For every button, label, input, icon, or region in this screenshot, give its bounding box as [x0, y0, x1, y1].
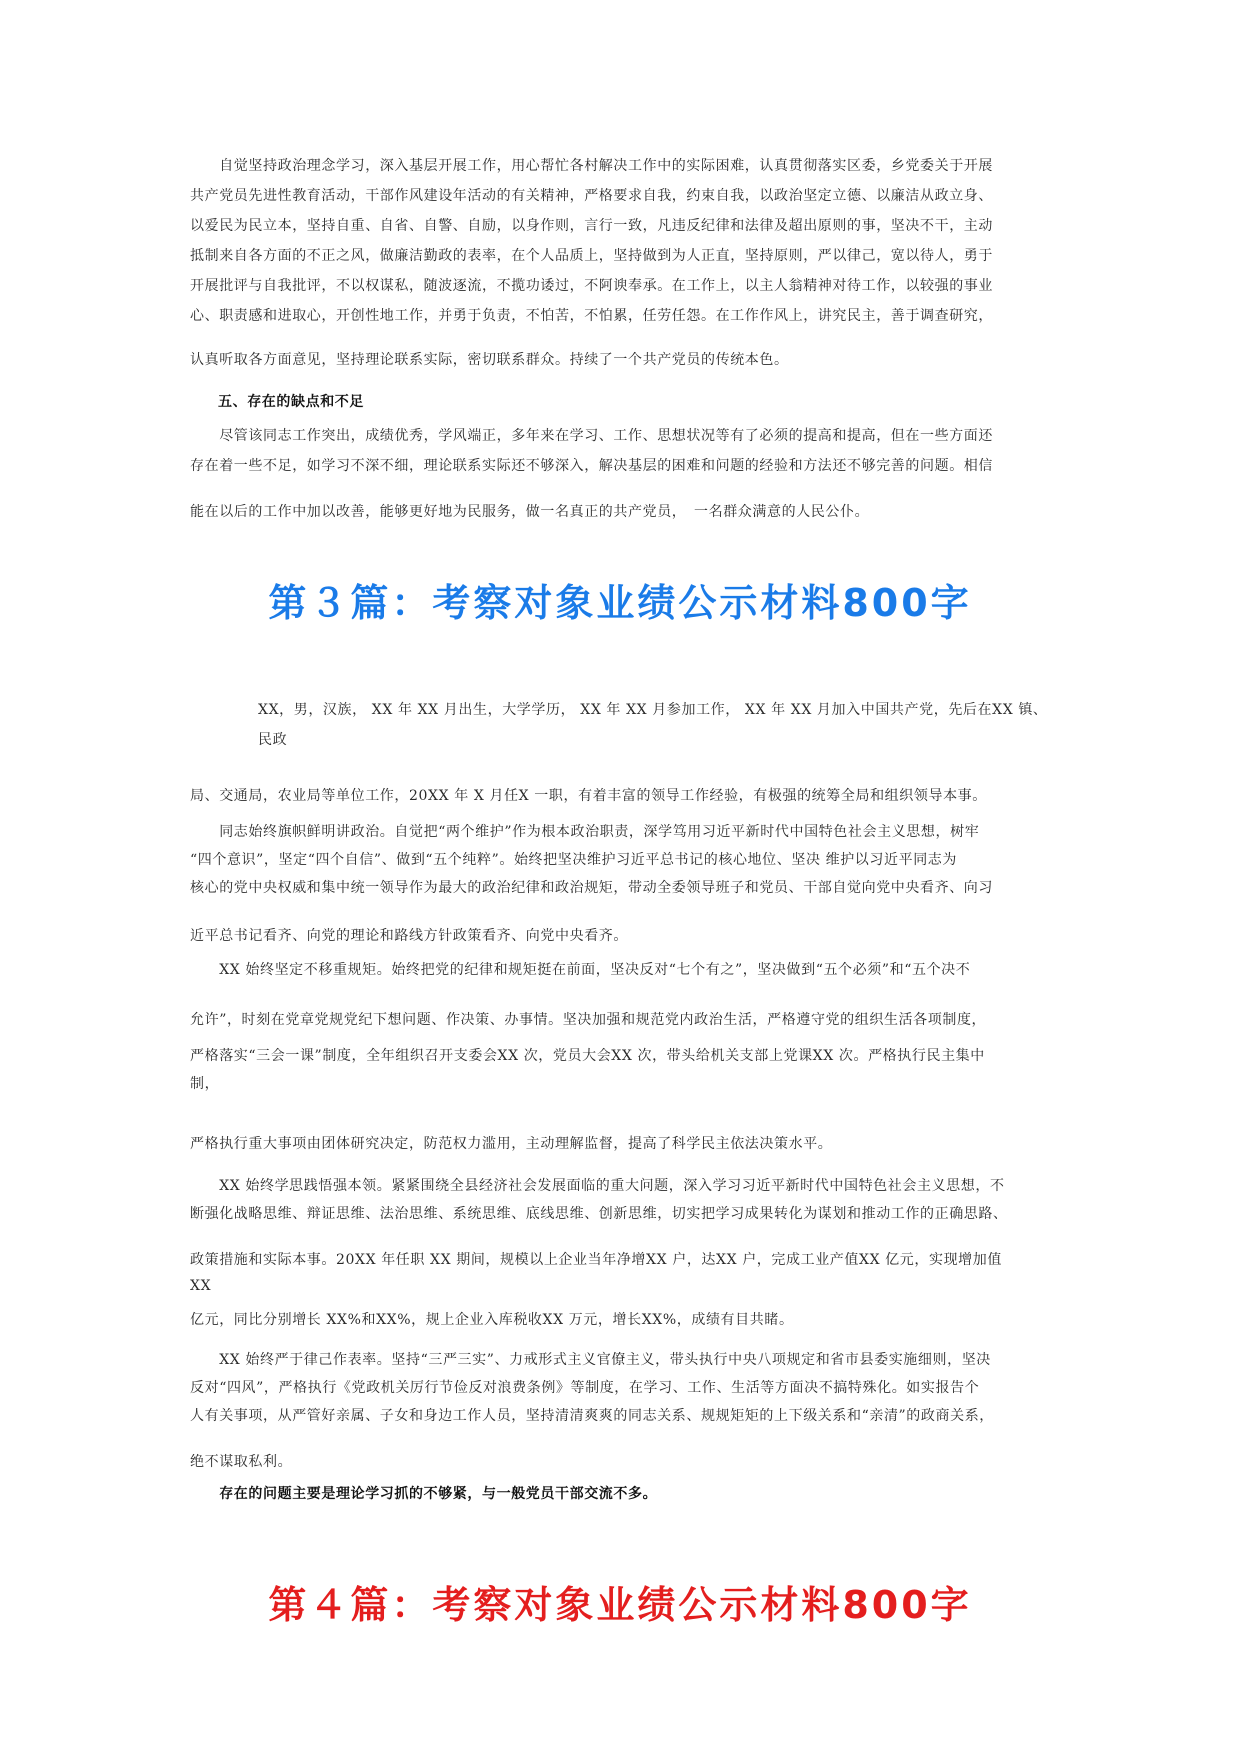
- body-line: 人有关事项，从严管好亲属、子女和身边工作人员，坚持清清爽爽的同志关系、规规矩矩的上下级关系和“亲清”的政商关系，: [190, 1408, 994, 1424]
- body-line: 存在着一些不足，如学习不深不细，理论联系实际还不够深入，解决基层的困难和问题的经验和方法还不够完善的问题。相信: [190, 458, 993, 474]
- body-line: 严格执行重大事项由团体研究决定，防范权力滥用，主动理解监督，提高了科学民主依法决策水平。: [190, 1136, 833, 1152]
- body-line: 开展批评与自我批评，不以权谋私，随波逐流，不揽功诿过，不阿谀奉承。在工作上，以主人翁精神对待工作，以较强的事业: [190, 278, 993, 294]
- body-line: XX 始终学思践悟强本领。紧紧围绕全县经济社会发展面临的重大问题，深入学习习近平新时代中国特色社会主义思想，不: [190, 1178, 1005, 1194]
- closing-line: 存在的问题主要是理论学习抓的不够紧，与一般党员干部交流不多。: [190, 1486, 658, 1502]
- section-heading: 五、存在的缺点和不足: [218, 394, 364, 410]
- body-line: XX: [190, 1278, 212, 1294]
- body-line: 政策措施和实际本事。20XX 年任职 XX 期间，规模以上企业当年净增XX 户，达XX 户，完成工业产值XX 亿元，实现增加值: [190, 1252, 1002, 1268]
- intro-line: XX，男，汉族， XX 年 XX 月出生，大学学历， XX 年 XX 月参加工作， XX 年 XX 月加入中国共产党，先后在XX 镇、: [258, 702, 1048, 718]
- body-line: 认真听取各方面意见，坚持理论联系实际，密切联系群众。持续了一个共产党员的传统本色。: [190, 352, 789, 368]
- body-line: 核心的党中央权威和集中统一领导作为最大的政治纪律和政治规矩，带动全委领导班子和党员、干部自觉向党中央看齐、向习: [190, 880, 993, 896]
- intro-line: 民政: [258, 732, 288, 748]
- body-line: 制，: [190, 1076, 220, 1092]
- body-line: 局、交通局，农业局等单位工作，20XX 年 X 月任X 一职，有着丰富的领导工作经验，有极强的统筹全局和组织领导本事。: [190, 788, 987, 804]
- body-line: 心、职责感和进取心，开创性地工作，并勇于负责，不怕苦，不怕累，任劳任怨。在工作作风上，讲究民主，善于调查研究，: [190, 308, 993, 324]
- body-line: XX 始终坚定不移重规矩。始终把党的纪律和规矩挺在前面，坚决反对“七个有之”，坚决做到“五个必须”和“五个决不: [190, 962, 971, 978]
- body-line: XX 始终严于律己作表率。坚持“三严三实”、力戒形式主义官僚主义，带头执行中央八项规定和省市县委实施细则，坚决: [190, 1352, 991, 1368]
- body-line: 亿元，同比分别增长 XX%和XX%，规上企业入库税收XX 万元，增长XX%，成绩有目共睹。: [190, 1312, 794, 1328]
- article-title: 第３篇：考察对象业绩公示材料800字: [268, 581, 972, 625]
- body-line: 能在以后的工作中加以改善，能够更好地为民服务，做一名真正的共产党员， 一名群众满意的人民公仆。: [190, 504, 870, 520]
- body-line: 绝不谋取私利。: [190, 1454, 293, 1470]
- body-line: 自觉坚持政治理念学习，深入基层开展工作，用心帮忙各村解决工作中的实际困难，认真贯彻落实区委，乡党委关于开展: [190, 158, 993, 174]
- body-line: “四个意识”，坚定“四个自信”、做到“五个纯粹”。始终把坚决维护习近平总书记的核心地位、坚决 维护以习近平同志为: [190, 852, 957, 868]
- body-line: 以爱民为民立本，坚持自重、自省、自警、自励，以身作则，言行一致，凡违反纪律和法律及超出原则的事，坚决不干，主动: [190, 218, 993, 234]
- body-line: 同志始终旗帜鲜明讲政治。自觉把“两个维护”作为根本政治职责，深学笃用习近平新时代中国特色社会主义思想，树牢: [190, 824, 980, 840]
- body-line: 尽管该同志工作突出，成绩优秀，学风端正，多年来在学习、工作、思想状况等有了必须的提高和提高，但在一些方面还: [190, 428, 993, 444]
- body-line: 允许”，时刻在党章党规党纪下想问题、作决策、办事情。坚决加强和规范党内政治生活，严格遵守党的组织生活各项制度，: [190, 1012, 987, 1028]
- body-line: 严格落实“三会一课”制度，全年组织召开支委会XX 次，党员大会XX 次，带头给机关支部上党课XX 次。严格执行民主集中: [190, 1048, 985, 1064]
- body-line: 抵制来自各方面的不正之风，做廉洁勤政的表率，在个人品质上，坚持做到为人正直，坚持原则，严以律己，宽以待人，勇于: [190, 248, 993, 264]
- article-title: 第４篇：考察对象业绩公示材料800字: [268, 1583, 972, 1627]
- body-line: 反对“四风”，严格执行《党政机关厉行节俭反对浪费条例》等制度，在学习、工作、生活等方面决不搞特殊化。如实报告个: [190, 1380, 980, 1396]
- body-line: 断强化战略思维、辩证思维、法治思维、系统思维、底线思维、创新思维，切实把学习成果转化为谋划和推动工作的正确思路、: [190, 1206, 1008, 1222]
- body-line: 近平总书记看齐、向党的理论和路线方针政策看齐、向党中央看齐。: [190, 928, 628, 944]
- body-line: 共产党员先进性教育活动，干部作风建设年活动的有关精神，严格要求自我，约束自我，以政治坚定立德、以廉洁从政立身、: [190, 188, 993, 204]
